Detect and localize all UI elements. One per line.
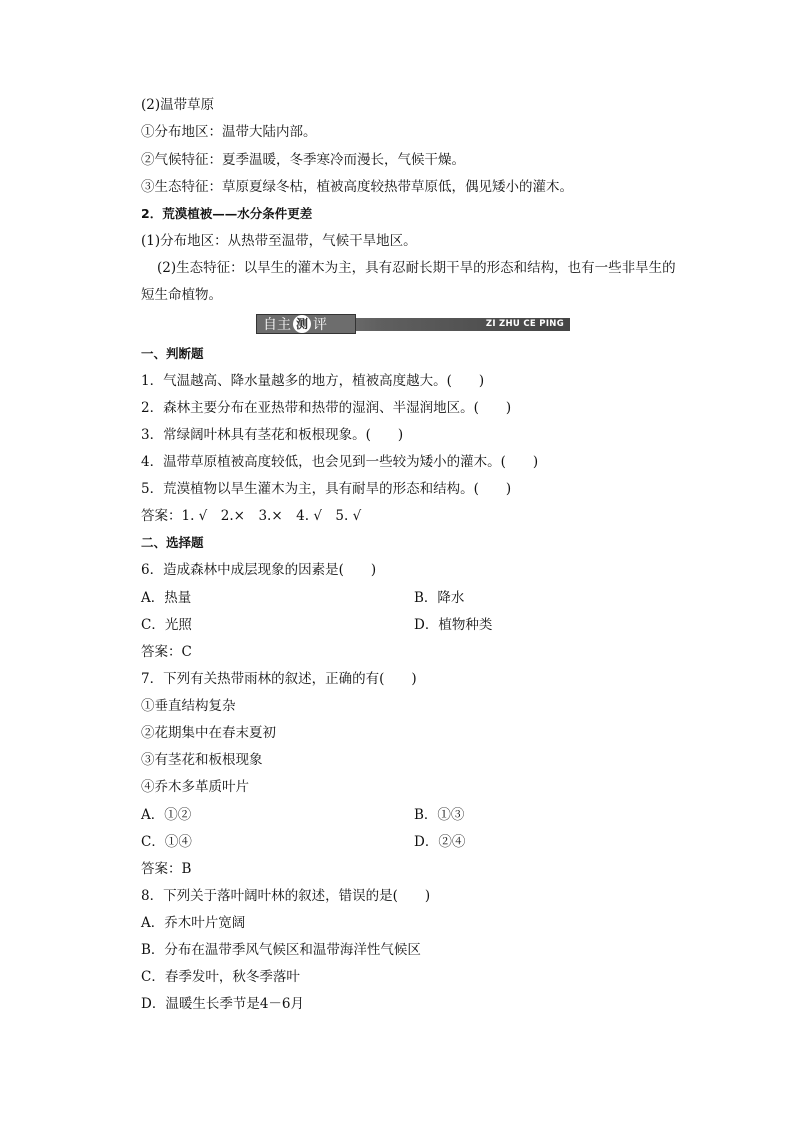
- text-line: ③生态特征：草原夏绿冬枯，植被高度较热带草原低，偶见矮小的灌木。: [141, 179, 573, 195]
- statement: ②花期集中在春末夏初: [141, 725, 276, 741]
- question: 4．温带草原植被高度较低，也会见到一些较为矮小的灌木。( ): [141, 454, 539, 470]
- option: C．春季发叶，秋冬季落叶: [141, 969, 300, 985]
- question: 8．下列关于落叶阔叶林的叙述，错误的是( ): [141, 888, 431, 904]
- banner-text: 评: [313, 317, 327, 333]
- question: 7．下列有关热带雨林的叙述，正确的有( ): [141, 671, 417, 687]
- text-line: ②气候特征：夏季温暖，冬季寒冷而漫长，气候干燥。: [141, 152, 465, 168]
- text-line: (2)生态特征：以旱生的灌木为主，具有忍耐长期干旱的形态和结构，也有一些非旱生的: [157, 260, 676, 276]
- statement: ④乔木多革质叶片: [141, 779, 249, 795]
- text-line: 短生命植物。: [141, 287, 222, 303]
- section-banner: [256, 314, 570, 334]
- question: 1．气温越高、降水量越多的地方，植被高度越大。( ): [141, 373, 485, 389]
- answer: 答案：B: [141, 861, 192, 877]
- option: A．热量: [141, 590, 192, 606]
- option: A．乔木叶片宽阔: [141, 915, 246, 931]
- question: 5．荒漠植物以旱生灌木为主，具有耐旱的形态和结构。( ): [141, 481, 512, 497]
- text-line: (1)分布地区：从热带至温带，气候干旱地区。: [141, 233, 417, 249]
- option: A．①②: [141, 807, 192, 823]
- question: 3．常绿阔叶林具有茎花和板根现象。( ): [141, 427, 404, 443]
- question: 2．森林主要分布在亚热带和热带的湿润、半湿润地区。( ): [141, 400, 512, 416]
- banner-circle: 测: [293, 315, 311, 333]
- answer: 答案：1. √ 2.× 3.× 4. √ 5. √: [141, 508, 362, 524]
- option: C．①④: [141, 834, 192, 850]
- option: B．①③: [414, 807, 465, 823]
- section-heading: (2)温带草原: [141, 97, 215, 113]
- banner-pinyin: ZI ZHU CE PING: [485, 319, 564, 329]
- section-heading: 一、判断题: [141, 346, 204, 361]
- statement: ①垂直结构复杂: [141, 698, 236, 714]
- option: D．温暖生长季节是4－6月: [141, 996, 305, 1012]
- option: B．降水: [414, 590, 465, 606]
- option: D．②④: [414, 834, 466, 850]
- option: B．分布在温带季风气候区和温带海洋性气候区: [141, 942, 421, 958]
- option: C．光照: [141, 617, 192, 633]
- banner-text: 自主: [263, 317, 291, 333]
- section-heading: 二、选择题: [141, 535, 204, 550]
- question: 6．造成森林中成层现象的因素是( ): [141, 562, 377, 578]
- option: D．植物种类: [414, 617, 493, 633]
- statement: ③有茎花和板根现象: [141, 752, 263, 768]
- text-line: ①分布地区：温带大陆内部。: [141, 124, 317, 140]
- banner-label: [256, 314, 356, 334]
- answer: 答案：C: [141, 644, 192, 660]
- section-heading: 2．荒漠植被——水分条件更差: [141, 206, 313, 221]
